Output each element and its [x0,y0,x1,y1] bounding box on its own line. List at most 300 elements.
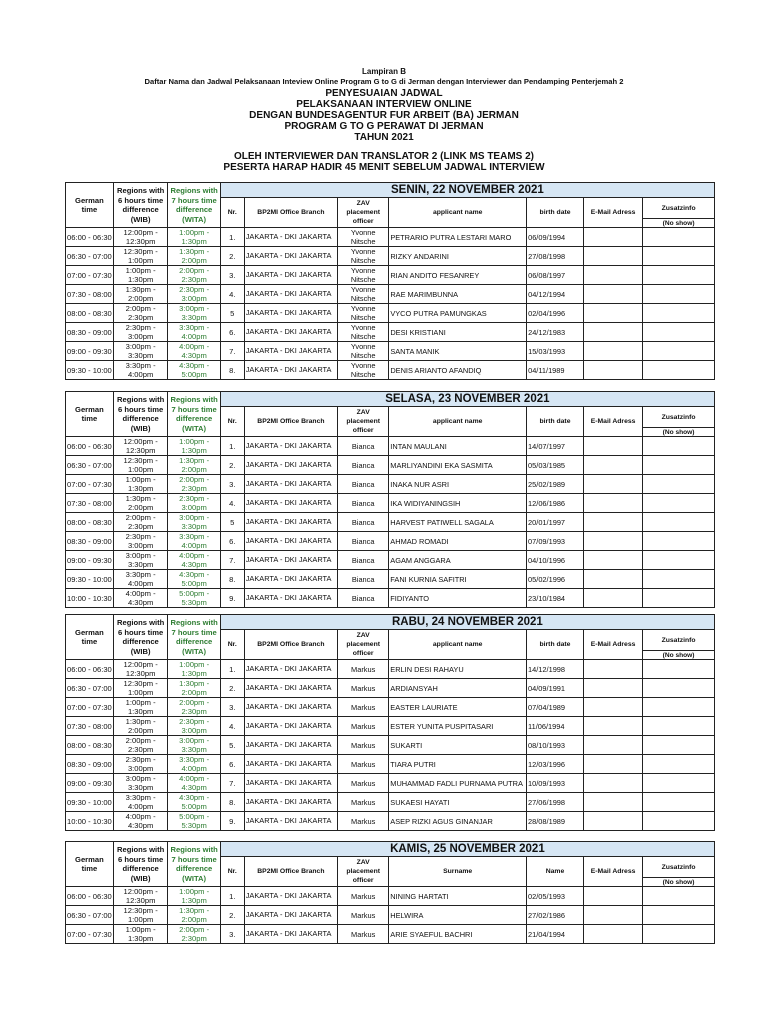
wita-time-cell: 1:30pm - 2:00pm [168,679,220,698]
col-birth: birth date [527,630,584,660]
zusatz-cell [643,717,715,736]
branch-cell: JAKARTA - DKI JAKARTA [244,660,337,679]
german-time-cell: 08:30 - 09:00 [66,755,114,774]
german-time-cell: 06:30 - 07:00 [66,679,114,698]
col-wib: Regions with 6 hours time difference (WIB) [113,183,168,228]
zav-officer-cell: Yvonne Nitsche [338,304,389,323]
email-cell [583,887,642,906]
col-wita: Regions with 7 hours time difference (WITA) [168,392,220,437]
branch-cell: JAKARTA - DKI JAKARTA [244,304,337,323]
applicant-name-cell: FANI KURNIA SAFITRI [389,570,527,589]
email-cell [584,285,643,304]
birth-date-cell: 15/03/1993 [527,342,584,361]
applicant-name-cell: SANTA MANIK [389,342,527,361]
col-zusatz: Zusatzinfo [643,857,715,878]
zusatz-cell [643,285,715,304]
wita-time-cell: 2:00pm - 2:30pm [168,925,220,944]
zav-officer-cell: Bianca [338,513,389,532]
birth-date-cell: 04/12/1994 [527,285,584,304]
wib-time-cell: 3:00pm - 3:30pm [113,551,168,570]
wita-time-cell: 2:00pm - 2:30pm [168,698,220,717]
branch-cell: JAKARTA - DKI JAKARTA [244,589,337,608]
branch-cell: JAKARTA - DKI JAKARTA [244,925,337,944]
wita-time-cell: 2:30pm - 3:00pm [168,717,220,736]
email-cell [583,906,642,925]
applicant-name-cell: SUKAESI HAYATI [389,793,527,812]
german-time-cell: 06:00 - 06:30 [66,887,114,906]
wib-time-cell: 3:00pm - 3:30pm [113,342,168,361]
birth-date-cell: 02/05/1993 [527,887,584,906]
german-time-cell: 08:30 - 09:00 [66,532,114,551]
email-cell [583,551,642,570]
wita-time-cell: 4:00pm - 4:30pm [168,342,220,361]
zusatz-cell [643,774,715,793]
branch-cell: JAKARTA - DKI JAKARTA [244,793,337,812]
birth-date-cell: 14/07/1997 [527,437,584,456]
zusatz-cell [643,755,715,774]
wita-time-cell: 5:00pm - 5:30pm [168,589,220,608]
wita-time-cell: 2:30pm - 3:00pm [168,285,220,304]
birth-date-cell: 05/02/1996 [527,570,584,589]
zusatz-cell [643,266,715,285]
applicant-name-cell: ARDIANSYAH [389,679,527,698]
email-cell [583,755,642,774]
day-title: SELASA, 23 NOVEMBER 2021 [220,392,714,407]
german-time-cell: 09:00 - 09:30 [66,342,114,361]
row-number: 2. [220,679,244,698]
schedule-table [65,391,715,608]
german-time-cell: 08:00 - 08:30 [66,736,114,755]
applicant-name-cell: ESTER YUNITA PUSPITASARI [389,717,527,736]
wib-time-cell: 12:30pm - 1:00pm [113,456,168,475]
table-row [66,342,715,361]
col-wib: Regions with 6 hours time difference (WIB) [113,392,168,437]
branch-cell: JAKARTA - DKI JAKARTA [244,361,337,380]
wib-time-cell: 12:30pm - 1:00pm [113,679,168,698]
branch-cell: JAKARTA - DKI JAKARTA [244,906,337,925]
german-time-cell: 06:30 - 07:00 [66,906,114,925]
zav-officer-cell: Yvonne Nitsche [338,285,389,304]
col-nr: Nr. [220,630,244,660]
col-german-time: German time [66,842,114,887]
row-number: 5 [220,304,244,323]
table-row [66,589,715,608]
email-cell [583,812,642,831]
table-row [66,437,715,456]
wib-time-cell: 2:30pm - 3:00pm [113,532,168,551]
branch-cell: JAKARTA - DKI JAKARTA [244,323,337,342]
wib-time-cell: 12:00pm - 12:30pm [113,228,168,247]
applicant-name-cell: MUHAMMAD FADLI PURNAMA PUTRA [389,774,527,793]
german-time-cell: 06:00 - 06:30 [66,228,114,247]
header-subtitle: Daftar Nama dan Jadwal Pelaksanaan Inteview Online Program G to G di Jerman dengan Interviewer dan Pendamping Penterjemah 2 [144,77,624,86]
email-cell [583,456,642,475]
german-time-cell: 08:00 - 08:30 [66,513,114,532]
applicant-name-cell: ARIE SYAEFUL BACHRI [389,925,527,944]
branch-cell: JAKARTA - DKI JAKARTA [244,679,337,698]
col-wita: Regions with 7 hours time difference (WITA) [168,842,220,887]
zav-officer-cell: Bianca [338,570,389,589]
applicant-name-cell: INTAN MAULANI [389,437,527,456]
zusatz-cell [643,323,715,342]
german-time-cell: 10:00 - 10:30 [66,812,114,831]
wib-time-cell: 12:00pm - 12:30pm [113,660,168,679]
table-row [66,475,715,494]
branch-cell: JAKARTA - DKI JAKARTA [244,247,337,266]
col-wita: Regions with 7 hours time difference (WITA) [168,615,220,660]
table-row [66,285,715,304]
birth-date-cell: 12/06/1986 [527,494,584,513]
applicant-name-cell: ERLIN DESI RAHAYU [389,660,527,679]
zusatz-cell [643,679,715,698]
german-time-cell: 09:00 - 09:30 [66,774,114,793]
email-cell [584,266,643,285]
table-row [66,887,715,906]
zav-officer-cell: Yvonne Nitsche [338,247,389,266]
zusatz-cell [643,437,715,456]
zav-officer-cell: Bianca [338,494,389,513]
applicant-name-cell: RIAN ANDITO FESANREY [389,266,527,285]
applicant-name-cell: ASEP RIZKI AGUS GINANJAR [389,812,527,831]
wita-time-cell: 4:30pm - 5:00pm [168,361,220,380]
zusatz-cell [643,812,715,831]
branch-cell: JAKARTA - DKI JAKARTA [244,736,337,755]
wib-time-cell: 1:00pm - 1:30pm [113,266,168,285]
wib-time-cell: 12:30pm - 1:00pm [113,247,168,266]
email-cell [584,247,643,266]
col-email: E-Mail Adress [584,198,643,228]
birth-date-cell: 05/03/1985 [527,456,584,475]
email-cell [583,570,642,589]
table-row [66,513,715,532]
branch-cell: JAKARTA - DKI JAKARTA [244,551,337,570]
wib-time-cell: 3:00pm - 3:30pm [113,774,168,793]
row-number: 1. [220,887,244,906]
german-time-cell: 10:00 - 10:30 [66,589,114,608]
birth-date-cell: 11/06/1994 [527,717,584,736]
row-number: 6. [220,532,244,551]
wib-time-cell: 1:00pm - 1:30pm [113,698,168,717]
table-row [66,755,715,774]
row-number: 8. [220,793,244,812]
wita-time-cell: 3:00pm - 3:30pm [168,736,220,755]
branch-cell: JAKARTA - DKI JAKARTA [244,812,337,831]
day-title: SENIN, 22 NOVEMBER 2021 [220,183,714,198]
zusatz-cell [643,925,715,944]
col-german-time: German time [66,183,114,228]
wita-time-cell: 5:00pm - 5:30pm [168,812,220,831]
zusatz-cell [643,698,715,717]
col-wib: Regions with 6 hours time difference (WIB) [113,842,168,887]
header-line-2: PELAKSANAAN INTERVIEW ONLINE [296,99,472,110]
row-number: 7. [220,551,244,570]
zav-officer-cell: Markus [338,717,389,736]
zav-officer-cell: Markus [338,793,389,812]
german-time-cell: 07:30 - 08:00 [66,717,114,736]
row-number: 3. [220,698,244,717]
row-number: 4. [220,494,244,513]
row-number: 5. [220,736,244,755]
zav-officer-cell: Yvonne Nitsche [338,228,389,247]
wita-time-cell: 3:30pm - 4:00pm [168,323,220,342]
email-cell [584,323,643,342]
wita-time-cell: 1:00pm - 1:30pm [168,887,220,906]
birth-date-cell: 07/09/1993 [527,532,584,551]
col-wib: Regions with 6 hours time difference (WIB) [113,615,168,660]
row-number: 7. [220,774,244,793]
zav-officer-cell: Markus [338,906,389,925]
table-row [66,698,715,717]
german-time-cell: 09:00 - 09:30 [66,551,114,570]
email-cell [583,437,642,456]
birth-date-cell: 27/02/1986 [527,906,584,925]
table-row [66,660,715,679]
wib-time-cell: 3:30pm - 4:00pm [113,793,168,812]
branch-cell: JAKARTA - DKI JAKARTA [244,342,337,361]
col-applicant: applicant name [389,407,527,437]
table-row [66,774,715,793]
col-zusatz: Zusatzinfo [643,630,715,651]
birth-date-cell: 08/10/1993 [527,736,584,755]
wib-time-cell: 1:00pm - 1:30pm [113,925,168,944]
branch-cell: JAKARTA - DKI JAKARTA [244,887,337,906]
german-time-cell: 08:00 - 08:30 [66,304,114,323]
row-number: 3. [220,266,244,285]
birth-date-cell: 23/10/1984 [527,589,584,608]
wib-time-cell: 2:00pm - 2:30pm [113,736,168,755]
zusatz-cell [643,906,715,925]
zusatz-cell [643,513,715,532]
applicant-name-cell: VYCO PUTRA PAMUNGKAS [389,304,527,323]
table-row [66,228,715,247]
wita-time-cell: 4:00pm - 4:30pm [168,774,220,793]
birth-date-cell: 21/04/1994 [527,925,584,944]
branch-cell: JAKARTA - DKI JAKARTA [244,717,337,736]
birth-date-cell: 12/03/1996 [527,755,584,774]
wib-time-cell: 2:30pm - 3:00pm [113,323,168,342]
email-cell [583,925,642,944]
col-german-time: German time [66,615,114,660]
col-wita: Regions with 7 hours time difference (WITA) [168,183,220,228]
zusatz-cell [643,342,715,361]
col-applicant: applicant name [389,630,527,660]
zav-officer-cell: Yvonne Nitsche [338,323,389,342]
zusatz-cell [643,570,715,589]
wib-time-cell: 2:30pm - 3:00pm [113,755,168,774]
zav-officer-cell: Markus [338,679,389,698]
table-row [66,494,715,513]
german-time-cell: 07:00 - 07:30 [66,925,114,944]
branch-cell: JAKARTA - DKI JAKARTA [244,755,337,774]
row-number: 9. [220,812,244,831]
row-number: 7. [220,342,244,361]
header-line-3: DENGAN BUNDESAGENTUR FUR ARBEIT (BA) JERMAN [249,110,519,121]
table-row [66,361,715,380]
header-line-5: TAHUN 2021 [354,132,414,143]
col-email: E-Mail Adress [583,630,642,660]
german-time-cell: 09:30 - 10:00 [66,361,114,380]
zusatz-cell [643,475,715,494]
col-nr: Nr. [220,407,244,437]
wita-time-cell: 3:30pm - 4:00pm [168,532,220,551]
row-number: 6. [220,323,244,342]
col-birth: birth date [527,198,584,228]
german-time-cell: 09:30 - 10:00 [66,570,114,589]
header-line-4: PROGRAM G TO G PERAWAT DI JERMAN [284,121,484,132]
col-branch: BP2MI Office Branch [244,630,337,660]
zusatz-cell [643,532,715,551]
email-cell [583,660,642,679]
birth-date-cell: 20/01/1997 [527,513,584,532]
applicant-name-cell: HARVEST PATIWELL SAGALA [389,513,527,532]
row-number: 1. [220,437,244,456]
wita-time-cell: 4:30pm - 5:00pm [168,793,220,812]
col-zav: ZAV placement officer [338,198,389,228]
german-time-cell: 06:30 - 07:00 [66,247,114,266]
zav-officer-cell: Bianca [338,532,389,551]
branch-cell: JAKARTA - DKI JAKARTA [244,475,337,494]
row-number: 1. [220,660,244,679]
german-time-cell: 07:00 - 07:30 [66,475,114,494]
zav-officer-cell: Bianca [338,456,389,475]
applicant-name-cell: PETRARIO PUTRA LESTARI MARO [389,228,527,247]
table-row [66,304,715,323]
wita-time-cell: 2:00pm - 2:30pm [168,266,220,285]
schedule-table [65,614,715,831]
table-row [66,906,715,925]
birth-date-cell: 06/09/1994 [527,228,584,247]
col-german-time: German time [66,392,114,437]
table-row [66,551,715,570]
birth-date-cell: 27/08/1998 [527,247,584,266]
birth-date-cell: 06/08/1997 [527,266,584,285]
branch-cell: JAKARTA - DKI JAKARTA [244,570,337,589]
table-row [66,679,715,698]
birth-date-cell: 07/04/1989 [527,698,584,717]
row-number: 6. [220,755,244,774]
zav-officer-cell: Bianca [338,589,389,608]
zusatz-cell [643,247,715,266]
birth-date-cell: 27/06/1998 [527,793,584,812]
wib-time-cell: 4:00pm - 4:30pm [113,589,168,608]
applicant-name-cell: DESI KRISTIANI [389,323,527,342]
wib-time-cell: 1:30pm - 2:00pm [113,717,168,736]
zav-officer-cell: Markus [338,660,389,679]
row-number: 3. [220,925,244,944]
email-cell [584,361,643,380]
applicant-name-cell: FIDIYANTO [389,589,527,608]
birth-date-cell: 25/02/1989 [527,475,584,494]
row-number: 2. [220,906,244,925]
german-time-cell: 06:00 - 06:30 [66,660,114,679]
zav-officer-cell: Markus [338,887,389,906]
header-line-7: PESERTA HARAP HADIR 45 MENIT SEBELUM JADWAL INTERVIEW [223,162,545,173]
col-zusatz: Zusatzinfo [643,198,715,219]
wita-time-cell: 1:00pm - 1:30pm [168,437,220,456]
zusatz-cell [643,793,715,812]
wita-time-cell: 3:30pm - 4:00pm [168,755,220,774]
birth-date-cell: 24/12/1983 [527,323,584,342]
german-time-cell: 07:00 - 07:30 [66,698,114,717]
table-row [66,736,715,755]
col-birth: birth date [527,407,584,437]
zav-officer-cell: Bianca [338,475,389,494]
no-show-label: (No show) [643,878,715,887]
wita-time-cell: 4:00pm - 4:30pm [168,551,220,570]
row-number: 3. [220,475,244,494]
applicant-name-cell: DENIS ARIANTO AFANDIQ [389,361,527,380]
email-cell [584,342,643,361]
row-number: 8. [220,361,244,380]
email-cell [583,494,642,513]
birth-date-cell: 04/11/1989 [527,361,584,380]
table-row [66,793,715,812]
no-show-label: (No show) [643,651,715,660]
wita-time-cell: 2:30pm - 3:00pm [168,494,220,513]
email-cell [583,717,642,736]
zav-officer-cell: Yvonne Nitsche [338,266,389,285]
wib-time-cell: 1:30pm - 2:00pm [113,494,168,513]
no-show-label: (No show) [643,428,715,437]
applicant-name-cell: SUKARTI [389,736,527,755]
applicant-name-cell: MARLIYANDINI EKA SASMITA [389,456,527,475]
birth-date-cell: 04/10/1996 [527,551,584,570]
wita-time-cell: 3:00pm - 3:30pm [168,304,220,323]
branch-cell: JAKARTA - DKI JAKARTA [244,228,337,247]
no-show-label: (No show) [643,219,715,228]
wib-time-cell: 4:00pm - 4:30pm [113,812,168,831]
birth-date-cell: 28/08/1989 [527,812,584,831]
zav-officer-cell: Markus [338,925,389,944]
table-row [66,323,715,342]
col-zav: ZAV placement officer [338,857,389,887]
wib-time-cell: 3:30pm - 4:00pm [113,570,168,589]
applicant-name-cell: AGAM ANGGARA [389,551,527,570]
german-time-cell: 09:30 - 10:00 [66,793,114,812]
email-cell [583,793,642,812]
german-time-cell: 06:00 - 06:30 [66,437,114,456]
applicant-name-cell: RAE MARIMBUNNA [389,285,527,304]
email-cell [583,589,642,608]
row-number: 4. [220,717,244,736]
col-branch: BP2MI Office Branch [244,857,337,887]
table-row [66,456,715,475]
col-nr: Nr. [220,857,244,887]
applicant-name-cell: INAKA NUR ASRI [389,475,527,494]
zav-officer-cell: Bianca [338,551,389,570]
applicant-name-cell: AHMAD ROMADI [389,532,527,551]
wita-time-cell: 1:30pm - 2:00pm [168,247,220,266]
wita-time-cell: 2:00pm - 2:30pm [168,475,220,494]
wita-time-cell: 1:00pm - 1:30pm [168,660,220,679]
col-email: E-Mail Adress [583,857,642,887]
zav-officer-cell: Markus [338,755,389,774]
col-email: E-Mail Adress [583,407,642,437]
branch-cell: JAKARTA - DKI JAKARTA [244,285,337,304]
zusatz-cell [643,494,715,513]
row-number: 2. [220,247,244,266]
zav-officer-cell: Markus [338,774,389,793]
zusatz-cell [643,304,715,323]
zav-officer-cell: Markus [338,698,389,717]
col-nr: Nr. [220,198,244,228]
applicant-name-cell: RIZKY ANDARINI [389,247,527,266]
col-applicant: Surname [389,857,527,887]
email-cell [584,228,643,247]
schedule-table [65,182,715,380]
branch-cell: JAKARTA - DKI JAKARTA [244,266,337,285]
schedule-table [65,841,715,944]
